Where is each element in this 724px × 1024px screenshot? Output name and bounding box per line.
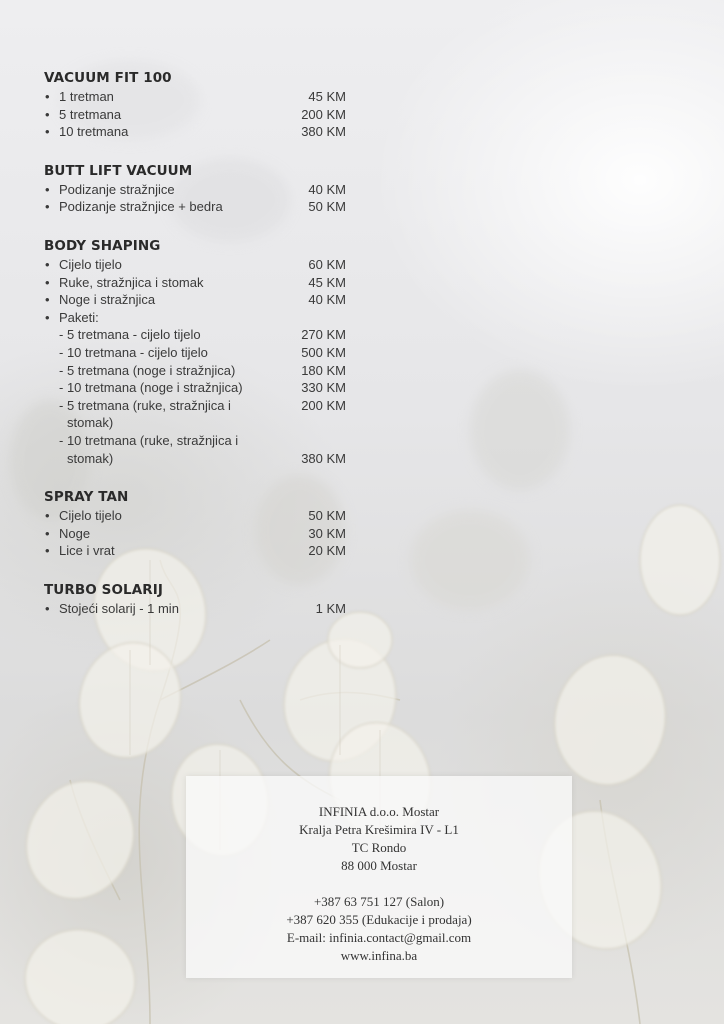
item-label: Ruke, stražnjica i stomak xyxy=(59,274,204,290)
bullet: • xyxy=(45,309,50,325)
list-item xyxy=(44,274,346,292)
bullet: • xyxy=(45,274,50,290)
city: 88 000 Mostar xyxy=(341,858,417,873)
item-label: 5 tretmana xyxy=(59,106,122,122)
bullet: • xyxy=(45,181,50,197)
package-label: - 10 tretmana - cijelo tijelo xyxy=(59,344,208,360)
item-label: Paketi: xyxy=(59,309,99,325)
package-label: - 10 tretmana (ruke, stražnjica i xyxy=(59,432,239,448)
item-price: 60 KM xyxy=(308,256,346,272)
item-price: 40 KM xyxy=(308,181,346,197)
list-item xyxy=(44,507,346,525)
section-butt-lift xyxy=(44,163,346,216)
item-label: Cijelo tijelo xyxy=(59,256,122,272)
item-price: 20 KM xyxy=(308,543,346,559)
section-title: SPRAY TAN xyxy=(44,489,129,506)
item-label: Podizanje stražnjice + bedra xyxy=(59,199,223,215)
list-item xyxy=(44,525,346,543)
item-price: 30 KM xyxy=(308,525,346,541)
item-label: Noge i stražnjica xyxy=(59,292,156,308)
package-price: 180 KM xyxy=(301,362,346,378)
section-vacuum-fit xyxy=(44,70,346,141)
item-label: Stojeći solarij - 1 min xyxy=(59,600,179,616)
package-item xyxy=(44,344,346,362)
item-label: Podizanje stražnjice xyxy=(59,181,175,197)
package-label-cont: stomak) xyxy=(67,450,114,466)
list-item xyxy=(44,542,346,560)
package-price: 380 KM xyxy=(301,450,346,466)
package-label: - 5 tretmana (noge i stražnjica) xyxy=(59,362,236,378)
phone-education: +387 620 355 (Edukacije i prodaja) xyxy=(286,912,472,927)
list-item xyxy=(44,309,346,327)
list-item xyxy=(44,198,346,216)
package-item xyxy=(44,326,346,344)
section-title: TURBO SOLARIJ xyxy=(44,581,164,598)
phone-salon: +387 63 751 127 (Salon) xyxy=(313,894,445,909)
package-item xyxy=(44,362,346,380)
item-label: Lice i vrat xyxy=(59,543,115,559)
package-label: - 10 tretmana (noge i stražnjica) xyxy=(59,380,243,396)
item-price: 50 KM xyxy=(308,199,346,215)
bullet: • xyxy=(45,199,50,215)
package-label-cont: stomak) xyxy=(67,415,114,431)
list-item xyxy=(44,181,346,199)
list-item xyxy=(44,123,346,141)
item-label: Noge xyxy=(59,525,91,541)
list-item xyxy=(44,88,346,106)
list-item xyxy=(44,600,346,618)
section-title: BODY SHAPING xyxy=(44,237,161,254)
bullet: • xyxy=(45,543,50,559)
item-price: 40 KM xyxy=(308,292,346,308)
list-item xyxy=(44,291,346,309)
item-price: 200 KM xyxy=(301,106,346,122)
item-price: 45 KM xyxy=(308,89,346,104)
bullet: • xyxy=(45,508,50,524)
section-turbo-solarij xyxy=(44,582,346,618)
website: www.infina.ba xyxy=(340,948,418,963)
bullet: • xyxy=(45,89,50,104)
item-label: 1 tretman xyxy=(59,89,114,104)
bullet: • xyxy=(45,106,50,122)
company-name: INFINIA d.o.o. Mostar xyxy=(318,804,440,819)
bullet: • xyxy=(45,124,50,140)
package-label: - 5 tretmana (ruke, stražnjica i xyxy=(59,397,231,413)
item-price: 45 KM xyxy=(308,274,346,290)
bullet: • xyxy=(45,525,50,541)
item-price: 380 KM xyxy=(301,124,346,140)
bullet: • xyxy=(45,600,50,616)
section-title: BUTT LIFT VACUUM xyxy=(44,162,193,179)
section-spray-tan xyxy=(44,489,346,560)
package-price: 330 KM xyxy=(301,380,346,396)
item-price: 1 KM xyxy=(315,600,346,616)
shopping-center: TC Rondo xyxy=(351,840,407,855)
package-item xyxy=(44,397,346,432)
package-item xyxy=(44,432,346,467)
street-address: Kralja Petra Krešimira IV - L1 xyxy=(299,822,459,837)
price-list xyxy=(44,70,346,639)
package-price: 270 KM xyxy=(301,327,346,343)
list-item xyxy=(44,106,346,124)
package-price: 200 KM xyxy=(301,398,346,414)
item-label: 10 tretmana xyxy=(59,124,129,140)
bullet: • xyxy=(45,256,50,272)
contact-box xyxy=(186,776,572,978)
item-price: 50 KM xyxy=(308,508,346,524)
package-item xyxy=(44,379,346,397)
item-label: Cijelo tijelo xyxy=(59,508,122,524)
email: E-mail: infinia.contact@gmail.com xyxy=(286,930,472,945)
section-body-shaping xyxy=(44,238,346,467)
bullet: • xyxy=(45,292,50,308)
package-price: 500 KM xyxy=(301,344,346,360)
list-item xyxy=(44,256,346,274)
package-label: - 5 tretmana - cijelo tijelo xyxy=(59,327,201,343)
section-title: VACUUM FIT 100 xyxy=(44,70,172,86)
